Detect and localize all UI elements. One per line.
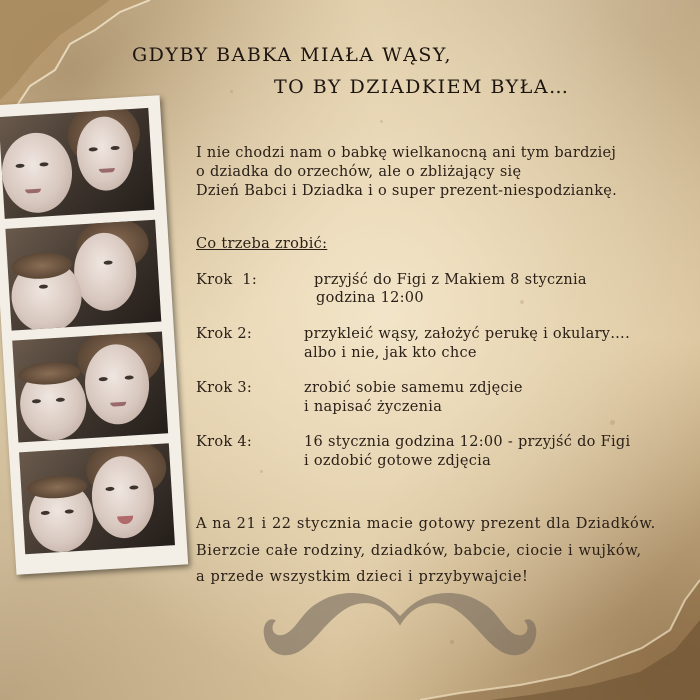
- title-line-2: TO BY DZIADKIEM BYŁA…: [274, 76, 570, 98]
- photo-frame-4: [19, 443, 175, 554]
- step-2-line-1: przykleić wąsy, założyć perukę i okulary….: [304, 326, 630, 342]
- photo-booth-strip: [0, 95, 188, 575]
- photo-frame-1: [0, 108, 154, 219]
- photo-frame-2: [5, 220, 161, 331]
- step-4-label: Krok 4:: [196, 434, 253, 450]
- step-1-line-2: godzina 12:00: [316, 290, 424, 306]
- title-line-1: GDYBY BABKA MIAŁA WĄSY,: [132, 44, 453, 66]
- step-2-line-2: albo i nie, jak kto chce: [304, 345, 477, 361]
- child-face: [0, 131, 74, 215]
- step-1-line-1: przyjść do Figi z Makiem 8 stycznia: [314, 272, 587, 288]
- closing-line-1: A na 21 i 22 stycznia macie gotowy prezent dla Dziadków.: [196, 516, 656, 532]
- closing-line-2: Bierzcie całe rodziny, dziadków, babcie, ciocie i wujków,: [196, 543, 642, 559]
- step-4-line-1: 16 stycznia godzina 12:00 - przyjść do Figi: [304, 434, 631, 450]
- step-1-label: Krok 1:: [196, 272, 258, 288]
- closing-line-3: a przede wszystkim dzieci i przybywajcie!: [196, 569, 529, 585]
- intro-line-2: o dziadka do orzechów, ale o zbliżający się: [196, 164, 522, 180]
- step-2-label: Krok 2:: [196, 326, 253, 342]
- step-3-line-2: i napisać życzenia: [304, 399, 443, 415]
- step-3-label: Krok 3:: [196, 380, 253, 396]
- step-4-line-2: i ozdobić gotowe zdjęcia: [304, 453, 492, 469]
- step-3-line-1: zrobić sobie samemu zdjęcie: [304, 380, 523, 396]
- photo-frame-3: [12, 331, 168, 442]
- steps-heading: Co trzeba zrobić:: [196, 236, 328, 252]
- intro-line-3: Dzień Babci i Dziadka i o super prezent-niespodziankę.: [196, 183, 618, 199]
- intro-line-1: I nie chodzi nam o babkę wielkanocną ani tym bardziej: [196, 145, 617, 161]
